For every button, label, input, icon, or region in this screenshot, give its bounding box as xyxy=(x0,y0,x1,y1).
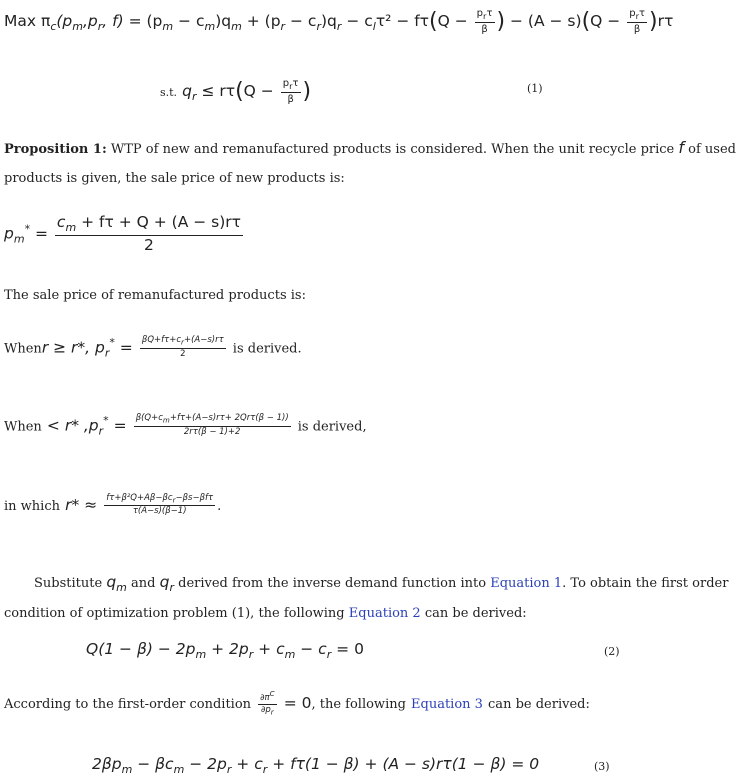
superscript: * xyxy=(24,222,31,236)
substitute-line-1 xyxy=(34,573,729,595)
st-label: s.t. xyxy=(160,86,178,100)
frac-num: c xyxy=(56,213,66,231)
fraction xyxy=(104,494,215,517)
subscript: r xyxy=(280,20,286,34)
eq-part: )q xyxy=(215,12,232,31)
eq-part: − c xyxy=(341,12,373,31)
eq-part: )q xyxy=(320,12,337,31)
frac-num: τ xyxy=(486,8,493,19)
proposition-line-1 xyxy=(4,138,736,157)
period: . xyxy=(217,498,222,514)
paren: ) xyxy=(649,9,658,35)
eq-part: = 0 xyxy=(283,693,312,712)
eq-part: rτ xyxy=(657,12,674,31)
args: ($p_m,p_r$, f) xyxy=(56,12,124,34)
eq-part: − c xyxy=(295,640,327,658)
subscript: r xyxy=(316,20,321,34)
case-1-line xyxy=(4,336,302,360)
subscript: m xyxy=(173,763,185,777)
proposition-text: WTP of new and remanufactured products is considered. When the unit recycle price xyxy=(110,142,675,157)
eq-part: = 0 xyxy=(331,640,364,658)
paren: ) xyxy=(302,79,312,105)
text: . To obtain the first order xyxy=(562,576,729,591)
equation-label-3: (3) xyxy=(594,760,610,773)
superscript: * xyxy=(103,414,109,427)
eq-part: + (p xyxy=(241,12,281,31)
paren: ( xyxy=(581,9,591,35)
substitute-line-2 xyxy=(4,606,527,621)
eq-part: + fτ(1 − β) + (A − s)rτ(1 − β) = 0 xyxy=(267,755,540,773)
equation-3-link[interactable]: Equation 3 xyxy=(411,696,483,712)
frac-den: ∂p xyxy=(261,705,271,716)
eq-part: + 2p xyxy=(206,640,249,658)
proposition-line-2: products is given, the sale price of new products is: xyxy=(4,171,345,186)
subscript: r xyxy=(326,648,332,662)
eq-part: − (A − s) xyxy=(505,12,582,31)
eq-part: ≤ rτ xyxy=(196,82,236,101)
fraction xyxy=(134,414,291,437)
subscript: r xyxy=(192,90,197,104)
frac-num: fτ+β²Q+Aβ−βc xyxy=(106,493,173,503)
eq-part: τ² − fτ xyxy=(375,12,430,31)
fraction xyxy=(258,690,276,717)
proposition-title: Proposition 1: xyxy=(4,142,107,157)
equation-2 xyxy=(86,640,364,661)
eq-part: − c xyxy=(285,12,317,31)
subscript: r xyxy=(270,707,274,717)
subscript: m xyxy=(13,232,25,246)
frac-num: +(A−s)rτ xyxy=(183,335,224,346)
frac-den: β xyxy=(481,24,488,36)
subscript: r xyxy=(104,346,110,360)
frac-num: +fτ+(A−s)rτ+ 2Qrτ(β − 1)) xyxy=(169,413,289,424)
eq-part: Q − xyxy=(437,12,473,31)
fraction xyxy=(140,336,226,359)
frac-den: τ(A−s)(β−1) xyxy=(132,506,187,517)
eq-part: + c xyxy=(253,640,285,658)
paren: ) xyxy=(496,9,506,35)
subscript: m xyxy=(116,581,127,595)
pm-equation xyxy=(4,214,245,254)
frac-num: p xyxy=(476,8,484,19)
subscript: r xyxy=(226,763,232,777)
equation-1-link[interactable]: Equation 1 xyxy=(490,576,563,591)
eq-part: − 2p xyxy=(184,755,227,773)
subscript: m xyxy=(162,20,174,34)
eq-part: Q − xyxy=(243,82,279,101)
eq-part: + c xyxy=(231,755,263,773)
superscript: C xyxy=(269,689,275,698)
frac-num: + fτ + Q + (A − s)rτ xyxy=(76,213,242,231)
subscript: r xyxy=(98,424,104,438)
text: , the following xyxy=(311,696,406,712)
fraction xyxy=(55,214,243,254)
subscript: m xyxy=(284,648,296,662)
f-symbol: f xyxy=(678,138,685,157)
subscript: m xyxy=(231,20,242,34)
text: Substitute xyxy=(34,576,103,591)
subscript: m xyxy=(195,648,207,662)
objective-equation xyxy=(4,8,673,35)
superscript: * xyxy=(109,336,115,349)
subscript: m xyxy=(162,416,170,426)
paren: ( xyxy=(235,79,244,105)
eq-part: = xyxy=(114,338,133,357)
frac-num: −βs−βfτ xyxy=(175,493,214,503)
condition: < r* ,p xyxy=(46,416,99,435)
subscript: l xyxy=(372,20,376,34)
frac-num: ∂π xyxy=(260,692,270,703)
text: condition of optimization problem (1), the following xyxy=(4,606,345,621)
frac-num: βQ+fτ+c xyxy=(141,335,182,346)
rstar-symbol: r* ≈ xyxy=(65,495,98,514)
eq-part: − c xyxy=(173,12,205,31)
subscript: r xyxy=(172,495,176,505)
fraction xyxy=(475,8,495,35)
subscript: r xyxy=(336,20,342,34)
eq-part: = (p xyxy=(123,12,163,31)
text: derived from the inverse demand function into xyxy=(178,576,487,591)
case-2-line xyxy=(4,414,367,438)
text: and xyxy=(131,576,156,591)
equation-label-2: (2) xyxy=(604,645,620,658)
p-symbol: p xyxy=(4,224,14,243)
subscript: m xyxy=(121,763,133,777)
equation-3 xyxy=(92,755,539,776)
paren: ( xyxy=(429,9,438,35)
foc-line xyxy=(4,690,590,717)
tail-text: is derived. xyxy=(232,341,302,357)
intro-text: in which xyxy=(4,498,60,514)
tail-text: is derived, xyxy=(297,419,367,435)
frac-den: 2 xyxy=(144,236,154,255)
eq-part: = xyxy=(30,224,48,243)
frac-num: β(Q+c xyxy=(135,413,163,424)
when-label: When xyxy=(4,341,42,357)
frac-den: 2rτ(β − 1)+2 xyxy=(183,426,241,437)
subscript: r xyxy=(483,11,487,21)
eq-part: Q(1 − β) − 2p xyxy=(86,640,196,658)
subscript: m xyxy=(65,221,77,235)
text: can be derived: xyxy=(488,696,590,712)
q-symbol: q xyxy=(106,573,117,591)
constraint-expression xyxy=(182,78,312,106)
text: can be derived: xyxy=(424,606,527,621)
q-symbol: q xyxy=(159,573,170,591)
reman-text: The sale price of remanufactured products is: xyxy=(4,288,306,303)
when-label: When xyxy=(4,419,42,435)
subscript: r xyxy=(248,648,254,662)
equation-label-1: (1) xyxy=(527,82,543,95)
subscript: c xyxy=(50,20,57,34)
subscript: r xyxy=(181,338,184,348)
constraint-line xyxy=(160,78,311,105)
proposition-text-end: of used xyxy=(688,142,736,157)
subscript: r xyxy=(169,581,174,595)
eq-part: − βc xyxy=(132,755,174,773)
equation-2-link[interactable]: Equation 2 xyxy=(348,606,421,621)
eq-part: Q − xyxy=(590,12,626,31)
fraction: $\frac{p_r\tau}{\beta}$ xyxy=(629,8,646,36)
eq-part: 2βp xyxy=(92,755,122,773)
max-operator: Max π xyxy=(4,12,51,31)
frac-den: 2 xyxy=(180,348,186,359)
eq-part: = xyxy=(108,416,127,435)
subscript: r xyxy=(262,763,268,777)
q-symbol: q xyxy=(182,82,192,101)
condition: r ≥ r*, p xyxy=(41,338,105,357)
fraction: $\frac{p_r\tau}{\beta}$ xyxy=(282,78,299,106)
subscript: m xyxy=(204,20,216,34)
rstar-line xyxy=(4,494,221,517)
text: According to the first-order condition xyxy=(4,696,252,712)
